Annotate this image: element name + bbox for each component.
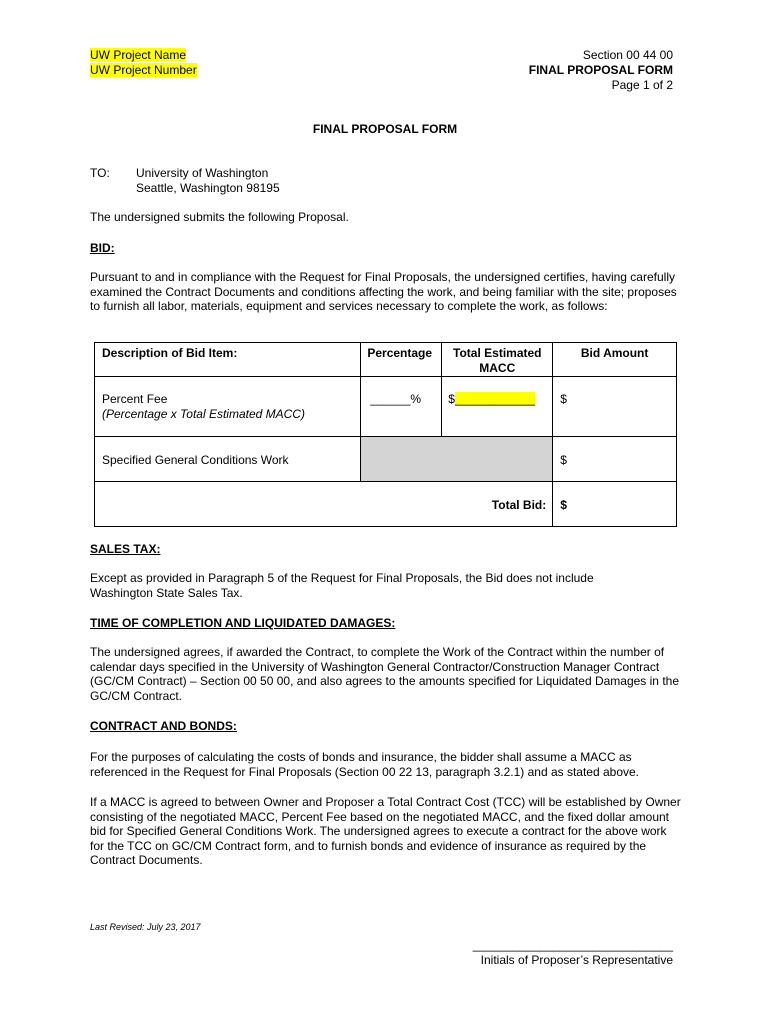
table-row [95,437,677,482]
bid-table [94,342,677,527]
col-description-header: Description of Bid Item: [95,343,361,377]
section-info [529,48,673,93]
total-bid-amount-input[interactable]: $ [553,482,677,527]
col-amount-header: Bid Amount [553,343,677,377]
project-name-field[interactable]: UW Project Name [90,48,187,62]
col-percentage-header: Percentage [361,343,442,377]
bonds-paragraph-1: For the purposes of calculating the costs of bonds and insurance, the bidder shall assume a MACC as referenced in the Request for Final Proposals (Section 00 22 13, paragraph 3.2.1) and as stated above. [90,750,640,779]
completion-paragraph: The undersigned agrees, if awarded the Contract, to complete the Work of the Contract within the number of calendar days specified in the University of Washington General Contractor/Construction Manager Contract (GC/CM Contract) – Section 00 50 00, and also agrees to the amounts specified for Liquidated Damages in the GC/CM Contract. [90,645,679,703]
macc-input[interactable] [442,377,553,437]
sales-tax-heading: SALES TAX: [90,542,161,556]
bonds-paragraph-2: If a MACC is agreed to between Owner and Proposer a Total Contract Cost (TCC) will be established by Owner consisting of the negotiated MACC, Percent Fee based on the negotiated MACC, and the fixed dollar amount bid for Specified General Conditions Work. The undersigned agrees to execute a contract for the above work for the TCC on GC/CM Contract form, and to furnish bonds and evidence of insurance as required by the Contract Documents. [90,795,681,868]
macc-header-line-2: MACC [479,361,516,375]
percentage-input[interactable]: ______% [361,377,442,437]
header-form-title: FINAL PROPOSAL FORM [528,63,673,77]
percent-fee-cell [95,377,361,437]
percent-fee-amount-input[interactable]: $ [553,377,677,437]
initials-block [473,938,673,968]
sales-tax-paragraph: Except as provided in Paragraph 5 of the Request for Final Proposals, the Bid does not include Washington State Sales Tax. [90,571,594,600]
macc-header-line-1: Total Estimated [453,346,542,360]
macc-dollar-sign: $ [448,392,455,406]
general-conditions-label: Specified General Conditions Work [95,437,361,482]
col-macc-header [442,343,553,377]
completion-heading: TIME OF COMPLETION AND LIQUIDATED DAMAGES: [90,616,396,630]
shaded-cell [361,437,553,482]
bid-paragraph: Pursuant to and in compliance with the Request for Final Proposals, the undersigned certifies, having carefully examined the Contract Documents and conditions affecting the work, and being familiar with the site; proposes to furnish all labor, materials, equipment and services necessary to complete the work, as follows: [90,270,677,314]
last-revised: Last Revised: July 23, 2017 [90,922,201,932]
general-conditions-amount-input[interactable]: $ [553,437,677,482]
total-bid-label: Total Bid: [95,482,553,527]
percent-fee-sublabel: (Percentage x Total Estimated MACC) [102,407,305,421]
bid-heading: BID: [90,241,115,255]
recipient-line-1: University of Washington [136,166,269,180]
project-info [90,48,197,78]
page-title: FINAL PROPOSAL FORM [312,122,458,136]
total-row [95,482,677,527]
to-label: TO: [90,166,110,180]
table-row [95,377,677,437]
initials-signature-line[interactable]: ______________________________ [472,938,673,952]
recipient-line-2: Seattle, Washington 98195 [136,181,280,195]
percent-fee-label: Percent Fee [102,392,168,406]
project-number-field[interactable]: UW Project Number [90,63,197,77]
macc-blank[interactable]: ____________ [454,392,536,406]
table-header-row [95,343,677,377]
page-number: Page 1 of 2 [611,78,673,92]
bonds-heading: CONTRACT AND BONDS: [90,719,237,733]
intro-text: The undersigned submits the following Proposal. [90,210,349,224]
initials-label: Initials of Proposer’s Representative [480,953,673,967]
section-number: Section 00 44 00 [582,48,673,62]
recipient-address [136,166,280,196]
